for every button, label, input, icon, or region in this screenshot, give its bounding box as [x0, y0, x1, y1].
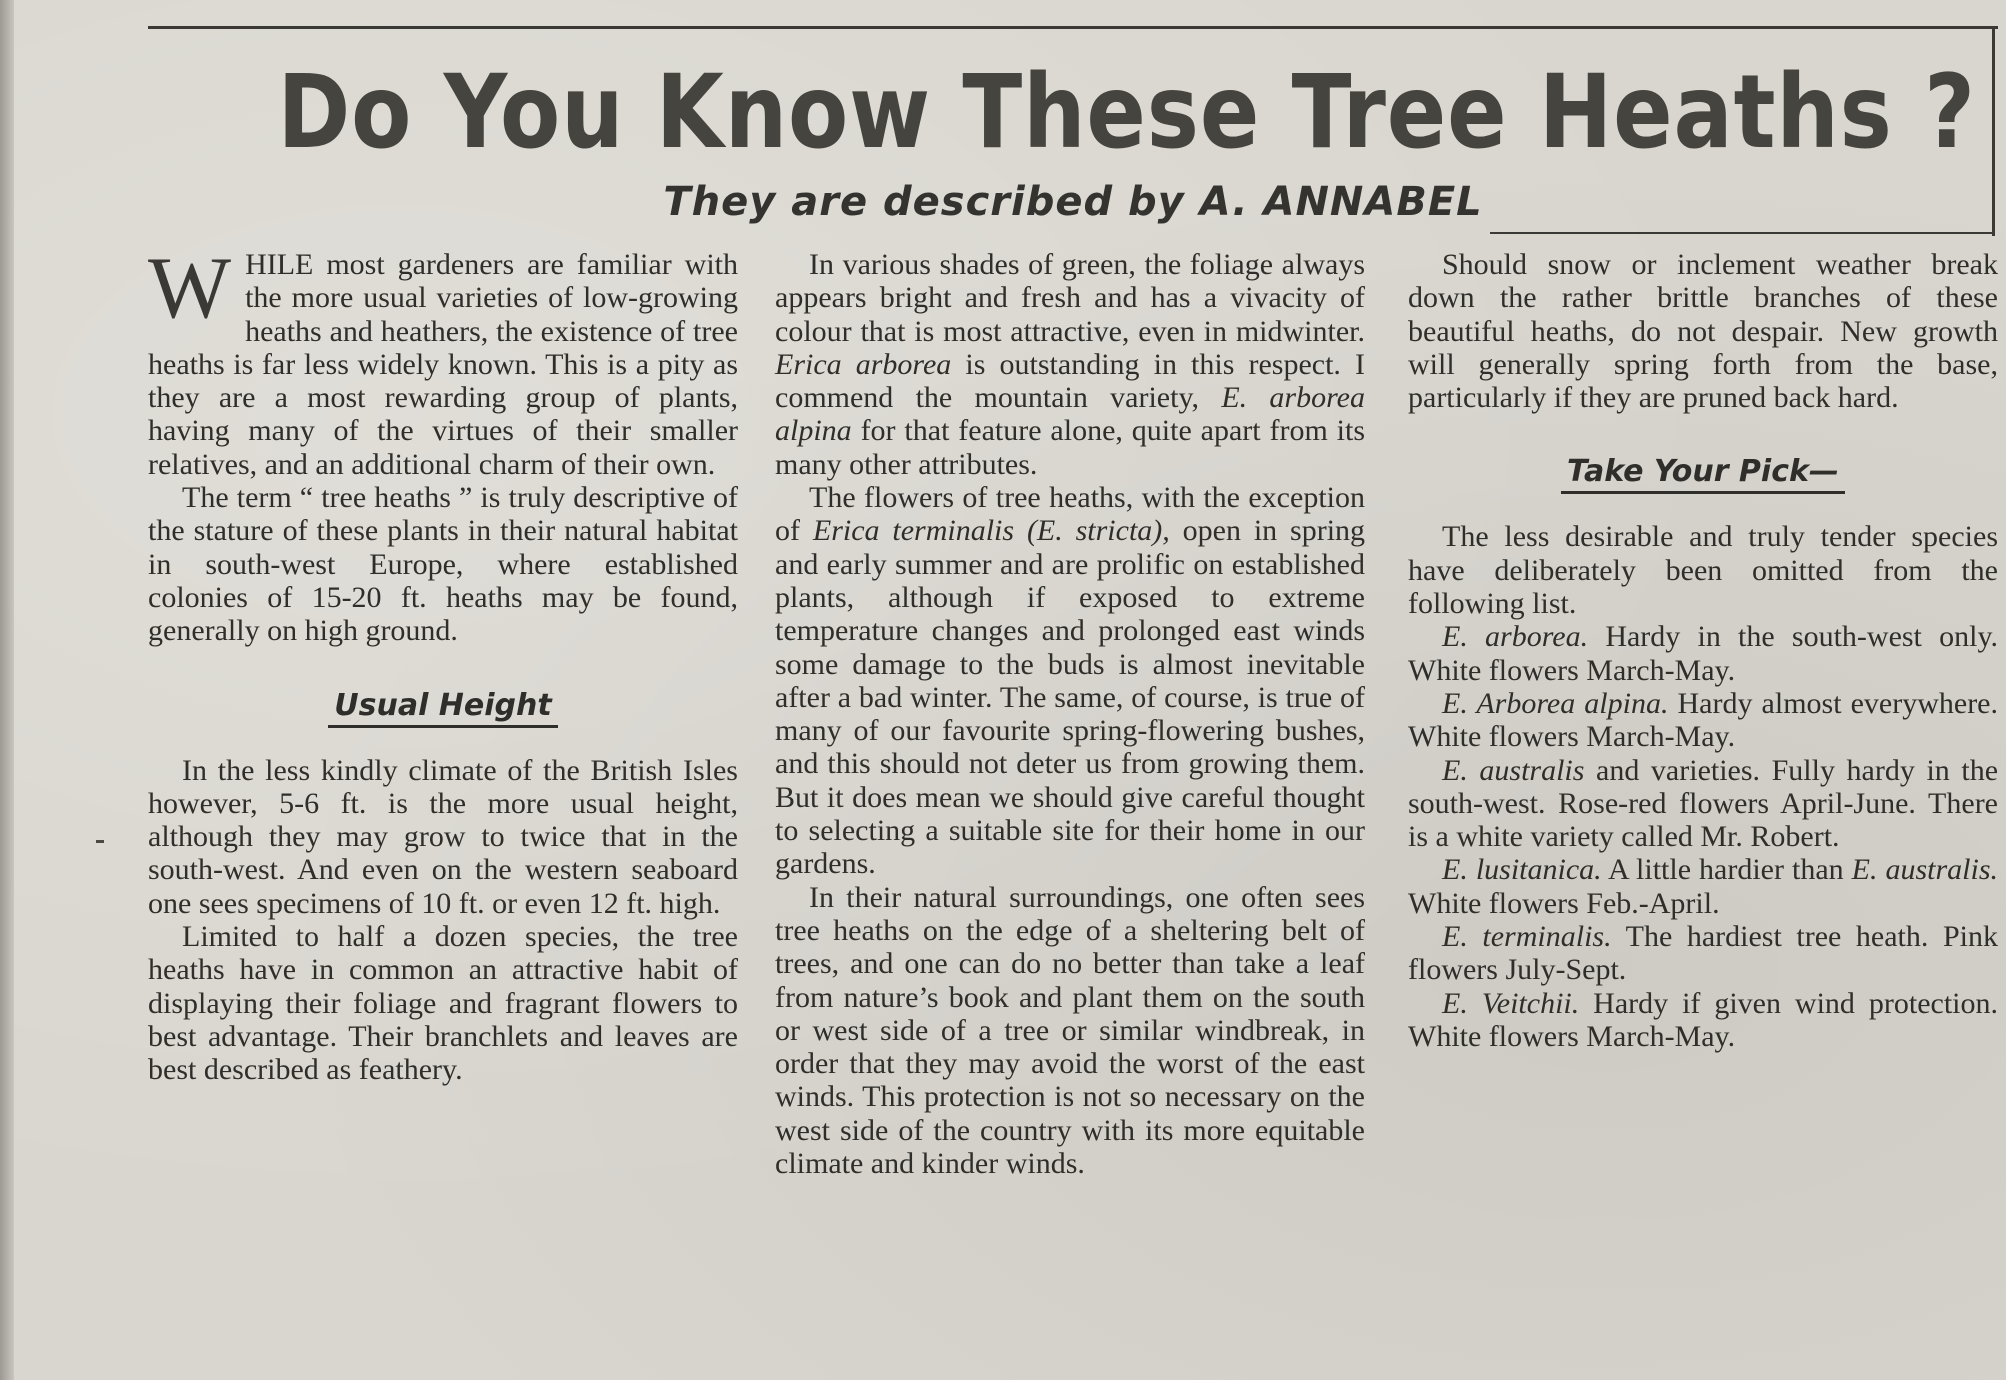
paragraph-7: In their natural surroundings, one often sees tree heaths on the edge of a sheltering belt of trees, and one can do no better than take a leaf from nature’s book and plant them on the south or west side of a tree or similar windbreak, in order that they may avoid the worst of the east winds. This protection is not so necessary on the west side of the country with its more equitable climate and kinder winds.: [775, 880, 1365, 1181]
subheading-take-your-pick: Take Your Pick—: [1408, 452, 1998, 492]
print-speck: [96, 840, 104, 843]
species-item: E. australis and varieties. Fully hardy in the south-west. Rose-red flowers April-June. There is a white variety called Mr. Robert.: [1408, 753, 1999, 854]
paragraph-9: The less desirable and truly tender species have deliberately been omitted from the following list.: [1408, 520, 1998, 621]
drop-cap: W: [148, 240, 232, 337]
column-1: [148, 240, 738, 1087]
top-rule: [148, 26, 1998, 29]
column-3: [1408, 248, 1998, 1053]
paragraph-6: The flowers of tree heaths, with the exception of Erica terminalis (E. stricta), open in spring and early summer and are prolific on established plants, although if exposed to extreme temperature changes and prolonged east winds some damage to the buds is almost inevitable after a bad winter. The same, of course, is true of many of our favourite spring-flowering bushes, and this should not deter us from growing them. But it does mean we should give careful thought to selecting a suitable site for their home in our gardens.: [775, 481, 1366, 881]
species-item: E. lusitanica. A little hardier than E. australis. White flowers Feb.-April.: [1408, 853, 1999, 920]
species-item: E. Veitchii. Hardy if given wind protection. White flowers March-May.: [1408, 986, 1998, 1053]
subheading-usual-height: Usual Height: [148, 686, 738, 726]
paragraph-5: In various shades of green, the foliage always appears bright and fresh and has a vivacity of colour that is most attractive, even in midwinter. Erica arborea is outstanding in this respect. I commend the mountain variety, E. arborea alpina for that feature alone, quite apart from its many other attributes.: [775, 248, 1366, 481]
byline: They are described by A. ANNABEL: [663, 179, 1483, 225]
species-item: E. terminalis. The hardiest tree heath. Pink flowers July-Sept.: [1408, 920, 1998, 987]
page-edge: [0, 0, 14, 1380]
species-item: E. arborea. Hardy in the south-west only. White flowers March-May.: [1408, 620, 1998, 687]
column-2: [775, 248, 1365, 1180]
headline: Do You Know These Tree Heaths ?: [277, 53, 1976, 172]
paragraph-3: In the less kindly climate of the British Isles however, 5-6 ft. is the more usual height, although they may grow to twice that in the south-west. And even on the western seaboard one sees specimens of 10 ft. or even 12 ft. high.: [148, 753, 738, 920]
byline-rule: [1490, 232, 1995, 234]
species-list: [1408, 620, 1998, 1053]
paragraph-1: WHILE most gardeners are familiar with the more usual varieties of low-growing heaths and heathers, the existence of tree heaths is far less widely known. This is a pity as they are a most rewarding group of plants, having many of the virtues of their smaller relatives, and an additional charm of their own.: [148, 240, 738, 481]
paragraph-2: The term “ tree heaths ” is truly descriptive of the stature of these plants in their natural habitat in south-west Europe, where established colonies of 15-20 ft. heaths may be found, generally on high ground.: [148, 481, 738, 648]
paragraph-4: Limited to half a dozen species, the tree heaths have in common an attractive habit of displaying their foliage and fragrant flowers to best advantage. Their branchlets and leaves are best described as feathery.: [148, 920, 738, 1087]
paragraph-8: Should snow or inclement weather break down the rather brittle branches of these beautiful heaths, do not despair. New growth will generally spring forth from the base, particularly if they are pruned back hard.: [1408, 248, 1998, 415]
species-item: E. Arborea alpina. Hardy almost everywhere. White flowers March-May.: [1408, 686, 1999, 754]
